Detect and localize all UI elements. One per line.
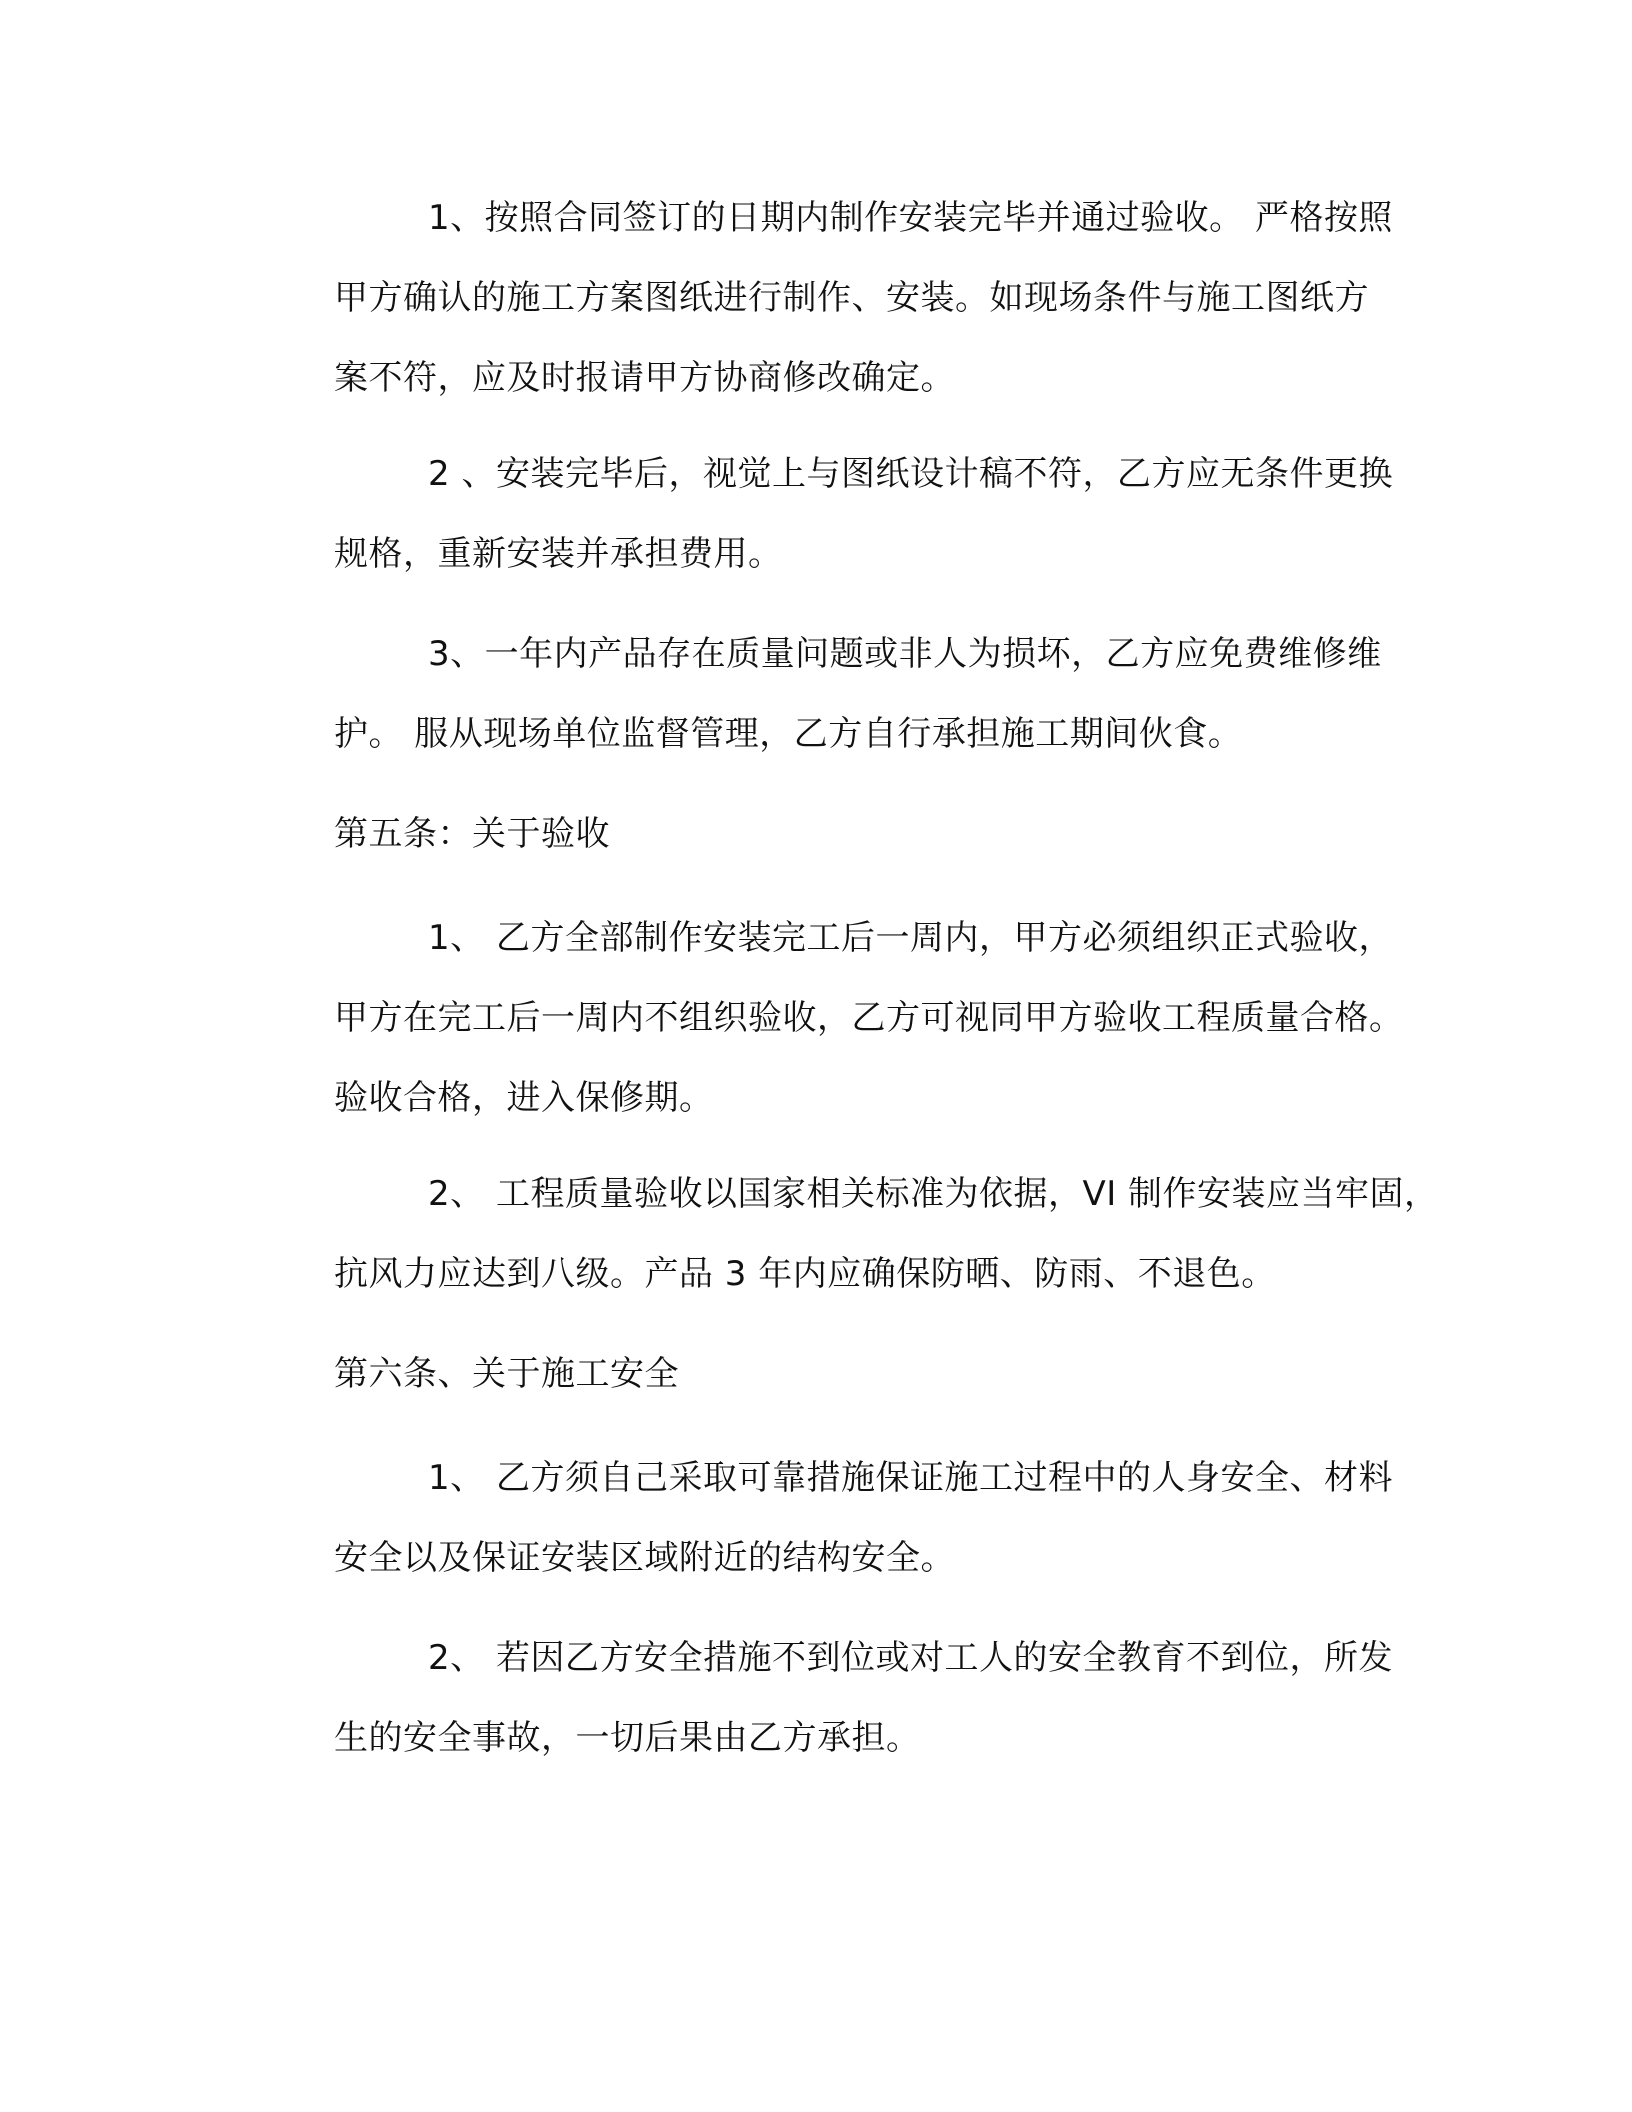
text-line: 2、 若因乙方安全措施不到位或对工人的安全教育不到位，所发 (428, 1638, 1393, 1678)
text-line: 3、一年内产品存在质量问题或非人为损坏，乙方应免费维修维 (428, 634, 1382, 674)
text-line: 安全以及保证安装区域附近的结构安全。 (334, 1538, 955, 1578)
text-line: 1、 乙方全部制作安装完工后一周内，甲方必须组织正式验收， (428, 918, 1393, 958)
clause-4-item-1 (240, 178, 1400, 418)
text-line: 2 、安装完毕后，视觉上与图纸设计稿不符，乙方应无条件更换 (428, 454, 1393, 494)
text-line: 甲方在完工后一周内不组织验收，乙方可视同甲方验收工程质量合格。 (334, 998, 1404, 1038)
clause-6-item-1 (240, 1438, 1400, 1598)
text-line: 规格，重新安装并承担费用。 (334, 534, 783, 574)
text-line: 2、 工程质量验收以国家相关标准为依据，VI 制作安装应当牢固， (428, 1174, 1439, 1214)
clause-5-item-2 (240, 1154, 1439, 1314)
clause-5-item-1 (240, 898, 1404, 1138)
text-line: 1、 乙方须自己采取可靠措施保证施工过程中的人身安全、材料 (428, 1458, 1393, 1498)
clause-4-item-3 (240, 614, 1400, 774)
section-heading-article-5: 第五条：关于验收 (334, 814, 610, 854)
clause-6-item-2 (240, 1618, 1400, 1778)
text-line: 验收合格，进入保修期。 (334, 1078, 714, 1118)
text-line: 生的安全事故，一切后果由乙方承担。 (334, 1718, 921, 1758)
text-line: 1、按照合同签订的日期内制作安装完毕并通过验收。 严格按照 (428, 198, 1393, 238)
text-line: 甲方确认的施工方案图纸进行制作、安装。如现场条件与施工图纸方 (334, 278, 1369, 318)
section-heading-article-6: 第六条、关于施工安全 (334, 1354, 679, 1394)
text-line: 护。 服从现场单位监督管理，乙方自行承担施工期间伙食。 (334, 714, 1243, 754)
text-line: 抗风力应达到八级。产品 3 年内应确保防晒、防雨、不退色。 (334, 1254, 1276, 1294)
text-line: 案不符，应及时报请甲方协商修改确定。 (334, 358, 955, 398)
clause-4-item-2 (240, 434, 1400, 594)
